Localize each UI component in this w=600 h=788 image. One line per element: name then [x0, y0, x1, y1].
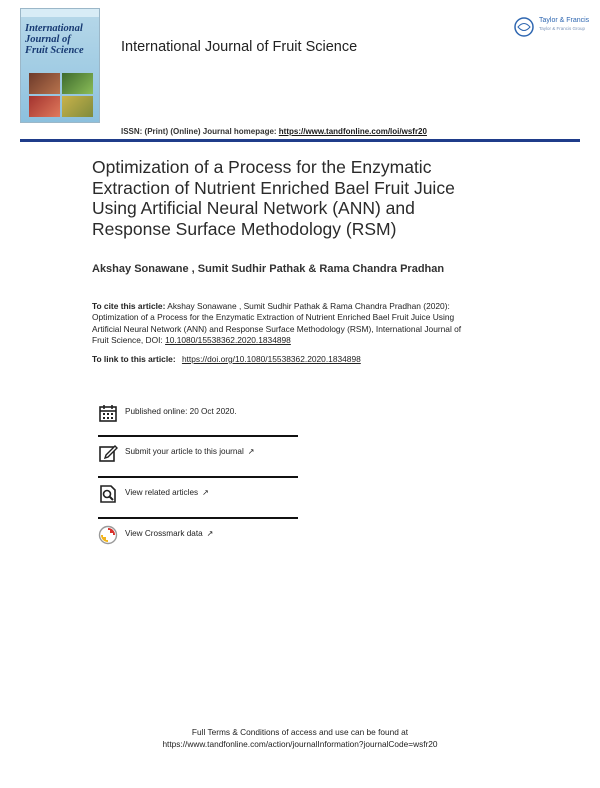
publisher-logo-text: Taylor & Francis	[539, 17, 590, 24]
submit-article-label: Submit your article to this journal	[125, 447, 244, 456]
crossmark-row[interactable]	[98, 525, 298, 561]
calendar-icon	[98, 403, 118, 423]
cover-photo	[29, 73, 60, 94]
citation-label: To cite this article:	[92, 301, 166, 311]
submit-row[interactable]	[98, 443, 298, 479]
published-row	[98, 403, 298, 439]
submit-article-link[interactable]	[125, 447, 254, 456]
citation-doi-link[interactable]: 10.1080/15538362.2020.1834898	[165, 334, 291, 345]
article-doi-link[interactable]: https://doi.org/10.1080/15538362.2020.1834898	[181, 354, 361, 364]
publisher-logo-subtext: Taylor & Francis Group	[539, 26, 586, 31]
publisher-logo-icon	[513, 16, 535, 38]
citation-line: Artificial Neural Network (ANN) and Response Surface Methodology (RSM), International Journal of	[92, 323, 462, 334]
header-rule	[20, 139, 580, 142]
related-articles-link[interactable]	[125, 488, 209, 497]
article-title	[92, 157, 562, 239]
link-label: To link to this article:	[92, 354, 178, 364]
link-to-article	[92, 354, 361, 364]
issn-prefix: ISSN: (Print) (Online) Journal homepage:	[121, 127, 279, 136]
footer-terms: Full Terms & Conditions of access and use can be found at	[191, 727, 409, 737]
cover-top-strip	[21, 9, 99, 17]
edit-icon	[98, 443, 118, 463]
related-articles-icon	[98, 484, 118, 504]
crossmark-icon	[98, 525, 118, 545]
footer	[0, 727, 600, 750]
cover-photo	[62, 73, 93, 94]
related-row[interactable]	[98, 484, 298, 520]
cover-photo	[62, 96, 93, 117]
article-title-line: Using Artificial Neural Network (ANN) and	[92, 198, 415, 218]
publisher-logo[interactable]	[513, 14, 590, 42]
citation-line: Fruit Science, DOI:	[92, 334, 166, 345]
external-link-icon: ↗	[247, 447, 255, 456]
divider	[98, 435, 298, 437]
cover-title: International Journal of Fruit Science	[25, 23, 84, 56]
issn-line	[121, 127, 427, 136]
divider	[98, 476, 298, 478]
article-title-line: Optimization of a Process for the Enzymatic	[92, 157, 432, 177]
divider	[98, 517, 298, 519]
crossmark-link[interactable]	[125, 529, 213, 538]
citation-block	[92, 301, 562, 346]
cover-photos	[29, 73, 93, 117]
article-title-line: Response Surface Methodology (RSM)	[92, 218, 397, 239]
external-link-icon: ↗	[206, 529, 214, 538]
journal-homepage-link[interactable]: https://www.tandfonline.com/loi/wsfr20	[278, 127, 427, 136]
cover-photo	[29, 96, 60, 117]
external-link-icon: ↗	[202, 488, 209, 497]
citation-line: Akshay Sonawane , Sumit Sudhir Pathak & Rama Chandra Pradhan (2020):	[165, 301, 450, 311]
citation-line: Optimization of a Process for the Enzymatic Extraction of Nutrient Enriched Bael Fruit Juice Using	[92, 312, 455, 323]
journal-title: International Journal of Fruit Science	[121, 39, 358, 55]
crossmark-label: View Crossmark data	[125, 529, 203, 538]
related-articles-label: View related articles	[125, 488, 199, 497]
journal-cover-image	[20, 8, 100, 123]
article-authors: Akshay Sonawane , Sumit Sudhir Pathak & Rama Chandra Pradhan	[92, 263, 445, 275]
article-title-line: Extraction of Nutrient Enriched Bael Fruit Juice	[92, 177, 455, 198]
footer-terms-link[interactable]: https://www.tandfonline.com/action/journalInformation?journalCode=wsfr20	[162, 738, 438, 749]
published-date: Published online: 20 Oct 2020.	[125, 407, 237, 416]
